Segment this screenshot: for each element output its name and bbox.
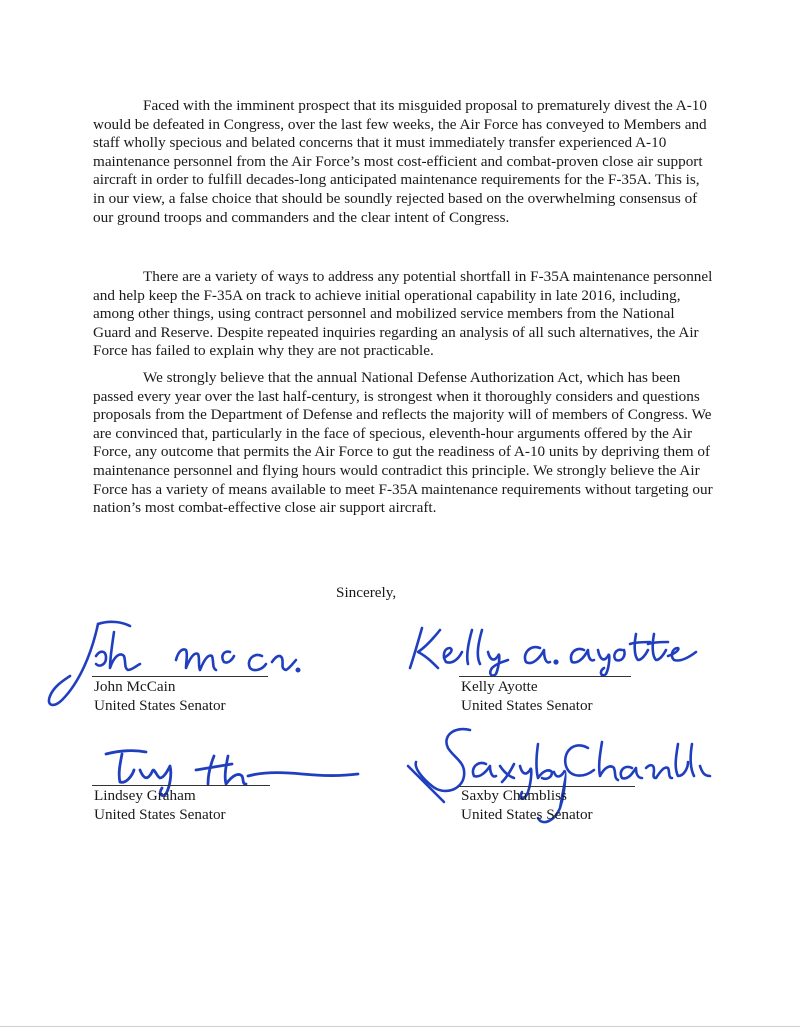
signatory-name: Lindsey Graham [94, 787, 196, 804]
letter-paragraph-1: Faced with the imminent prospect that its misguided proposal to prematurely divest the A-10 would be defeated in Congress, over the last few weeks, the Air Force has conveyed to Members and staff wholly specious and belated concerns that it must immediately transfer experienced A-10 maintenance personnel from the Air Force’s most cost-efficient and combat-proven close air support aircraft in order to fulfill decades-long anticipated maintenance requirements for the F-35A. This is, in our view, a false choice that should be soundly rejected based on the overwhelming consensus of our ground troops and commanders and the clear intent of Congress. [93, 97, 707, 226]
signatory-title: United States Senator [461, 697, 593, 714]
signatory-name: Kelly Ayotte [461, 678, 538, 695]
signatory-ayotte [461, 677, 593, 715]
letter-paragraph-3: We strongly believe that the annual National Defense Authorization Act, which has been passed every year over the last half-century, is strongest when it thoroughly considers and questions proposals from the Department of Defense and reflects the majority will of members of Congress. We are convinced that, particularly in the face of specious, eleventh-hour arguments offered by the Air Force, any outcome that permits the Air Force to gut the readiness of A-10 units by depriving them of maintenance personnel and flying hours would contradict this principle. We strongly believe the Air Force has a variety of means available to meet F-35A maintenance requirements without targeting our nation’s most combat-effective close air support aircraft. [93, 369, 713, 517]
signatory-graham [94, 786, 226, 824]
signatory-title: United States Senator [94, 697, 226, 714]
signatory-title: United States Senator [94, 806, 226, 823]
signature-ayotte [400, 620, 700, 680]
signatory-title: United States Senator [461, 806, 593, 823]
signatory-name: Saxby Chambliss [461, 787, 567, 804]
closing-salutation: Sincerely, [336, 584, 397, 601]
page-bottom-edge [0, 1026, 800, 1027]
signatory-mccain [94, 677, 226, 715]
signatory-chambliss [461, 786, 593, 824]
signatory-name: John McCain [94, 678, 176, 695]
letter-paragraph-2: There are a variety of ways to address any potential shortfall in F-35A maintenance personnel and help keep the F-35A on track to achieve initial operational capability in late 2016, including, among other things, using contract personnel and mobilized service members from the National Guard and Reserve. Despite repeated inquiries regarding an analysis of all such alternatives, the Air Force has failed to explain why they are not practicable. [93, 268, 713, 360]
